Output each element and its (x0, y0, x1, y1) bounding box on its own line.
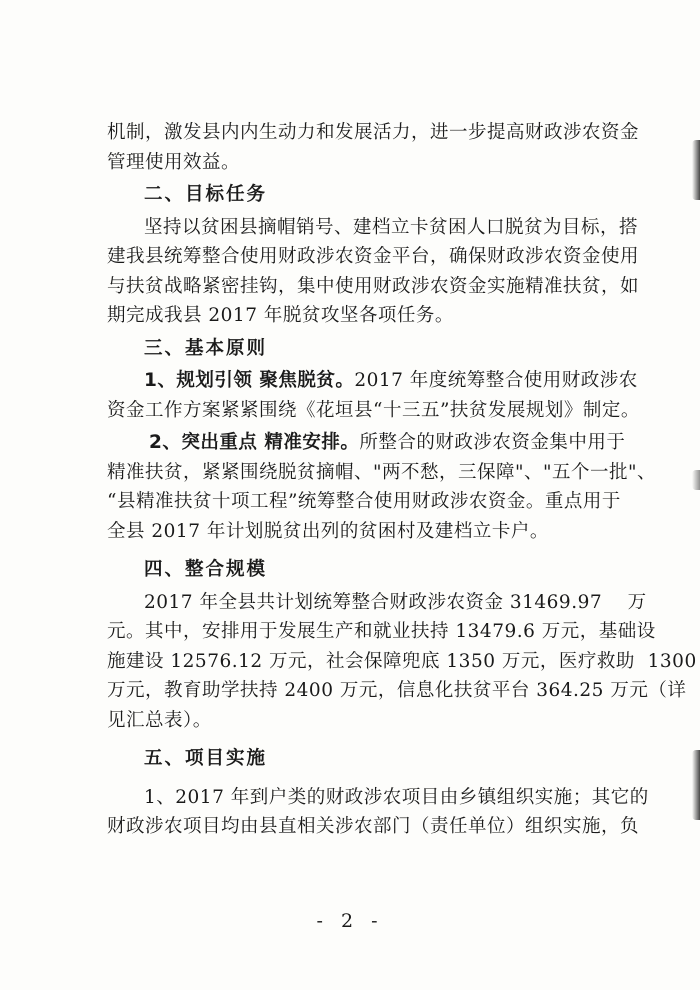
section-heading-principles: 三、基本原则 (144, 337, 268, 359)
principle-title: 2、突出重点 精准安排。 (149, 432, 360, 453)
document-body (107, 118, 697, 842)
paragraph-line: 精准扶贫，紧紧围绕脱贫摘帽、"两不愁，三保障"、"五个一批"、 (107, 461, 657, 483)
principle-title: 1、规划引领 聚焦脱贫。 (144, 370, 355, 391)
paragraph-line: “县精准扶贫十项工程”统筹整合使用财政涉农资金。重点用于 (107, 491, 621, 512)
scan-edge-mark (692, 140, 700, 200)
paragraph-line: 元。其中，安排用于发展生产和就业扶持 13479.6 万元，基础设 (107, 621, 656, 642)
paragraph-line: 建我县统筹整合使用财政涉农资金平台，确保财政涉农资金使用 (107, 246, 640, 267)
paragraph-line: 万元，教育助学扶持 2400 万元，信息化扶贫平台 364.25 万元（详 (107, 680, 687, 701)
paragraph-line: 机制，激发县内内生动力和发展活力，进一步提高财政涉农资金 (107, 122, 640, 143)
section-heading-goals: 二、目标任务 (144, 184, 268, 205)
section-heading-implementation: 五、项目实施 (144, 748, 268, 769)
page-number: - 2 - (316, 910, 384, 932)
paragraph-line: 财政涉农项目均由县直相关涉农部门（责任单位）组织实施，负 (107, 816, 640, 837)
paragraph-line: 期完成我县 2017 年脱贫攻坚各项任务。 (107, 305, 454, 326)
paragraph-line (107, 366, 638, 396)
paragraph-line: 2017 年全县共计划统筹整合财政涉农资金 31469.97 万 (144, 591, 647, 613)
paragraph-text: 所整合的财政涉农资金集中用于 (359, 432, 626, 453)
paragraph-line: 1、2017 年到户类的财政涉农项目由乡镇组织实施；其它的 (144, 786, 649, 808)
paragraph-line (107, 428, 627, 458)
paragraph-line: 全县 2017 年计划脱贫出列的贫困村及建档立卡户。 (107, 520, 549, 542)
paragraph-text: 2017 年度统筹整合使用财政涉农 (354, 370, 638, 391)
scan-edge-mark (692, 750, 700, 820)
paragraph-line: 见汇总表）。 (107, 709, 212, 731)
section-heading-scale: 四、整合规模 (144, 559, 268, 580)
paragraph-line: 与扶贫战略紧密挂钩，集中使用财政涉农资金实施精准扶贫，如 (107, 275, 640, 297)
paragraph-line: 施建设 12576.12 万元，社会保障兜底 1350 万元，医疗救助 1300 (107, 650, 697, 672)
paragraph-line: 资金工作方案紧紧围绕《花垣县“十三五”扶贫发展规划》制定。 (107, 399, 640, 421)
paragraph-line: 坚持以贫困县摘帽销号、建档立卡贫困人口脱贫为目标，搭 (144, 216, 639, 238)
paragraph-line: 管理使用效益。 (107, 151, 241, 173)
scan-edge-mark (692, 470, 700, 490)
